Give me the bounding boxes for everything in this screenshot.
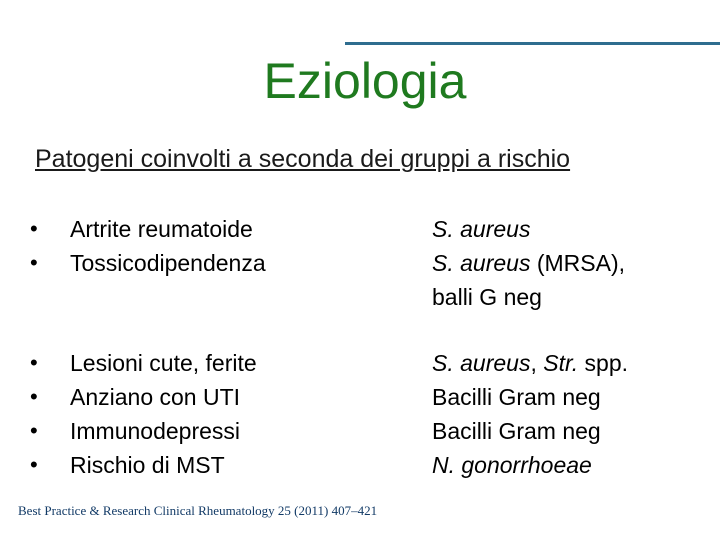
list-item <box>30 448 410 482</box>
pathogen-list-group-1 <box>432 212 712 314</box>
pathogen-italic: S. aureus <box>432 216 531 242</box>
bullet-icon: • <box>30 350 38 375</box>
slide-title: Eziologia <box>263 53 467 109</box>
pathogen-list-group-2 <box>432 346 712 482</box>
risk-label: Immunodepressi <box>70 418 241 444</box>
list-item <box>30 380 410 414</box>
pathogen-text: Bacilli Gram neg <box>432 418 601 444</box>
bullet-icon: • <box>30 452 38 477</box>
pathogen-text: , <box>530 350 544 376</box>
pathogen-line <box>432 280 712 314</box>
risk-label: Lesioni cute, ferite <box>70 350 257 376</box>
risk-label: Anziano con UTI <box>70 384 241 410</box>
pathogen-text: spp. <box>578 350 629 376</box>
risk-label: Artrite reumatoide <box>70 216 253 242</box>
risk-list-group-1 <box>30 212 410 280</box>
pathogen-line <box>432 346 712 380</box>
risk-label: Rischio di MST <box>70 452 225 478</box>
pathogen-italic: N. gonorrhoeae <box>432 452 592 478</box>
title-accent-rule <box>345 42 720 45</box>
pathogen-italic: Str. <box>543 350 579 376</box>
list-item <box>30 212 410 246</box>
pathogen-line <box>432 246 712 280</box>
slide-subtitle: Patogeni coinvolti a seconda dei gruppi a rischio <box>35 145 571 173</box>
journal-citation: Best Practice & Research Clinical Rheumatology 25 (2011) 407–421 <box>18 503 378 518</box>
list-item <box>30 246 410 280</box>
bullet-icon: • <box>30 384 38 409</box>
pathogen-text: Bacilli Gram neg <box>432 384 601 410</box>
pathogen-line <box>432 380 712 414</box>
pathogen-line <box>432 212 712 246</box>
pathogen-line <box>432 414 712 448</box>
bullet-icon: • <box>30 250 38 275</box>
bullet-icon: • <box>30 216 38 241</box>
pathogen-italic: S. aureus <box>432 350 531 376</box>
risk-label: Tossicodipendenza <box>70 250 266 276</box>
list-item <box>30 414 410 448</box>
pathogen-text: balli G neg <box>432 284 542 310</box>
risk-list-group-2 <box>30 346 410 482</box>
pathogen-italic: S. aureus <box>432 250 531 276</box>
list-item <box>30 346 410 380</box>
pathogen-text: (MRSA), <box>530 250 626 276</box>
pathogen-line <box>432 448 712 482</box>
bullet-icon: • <box>30 418 38 443</box>
